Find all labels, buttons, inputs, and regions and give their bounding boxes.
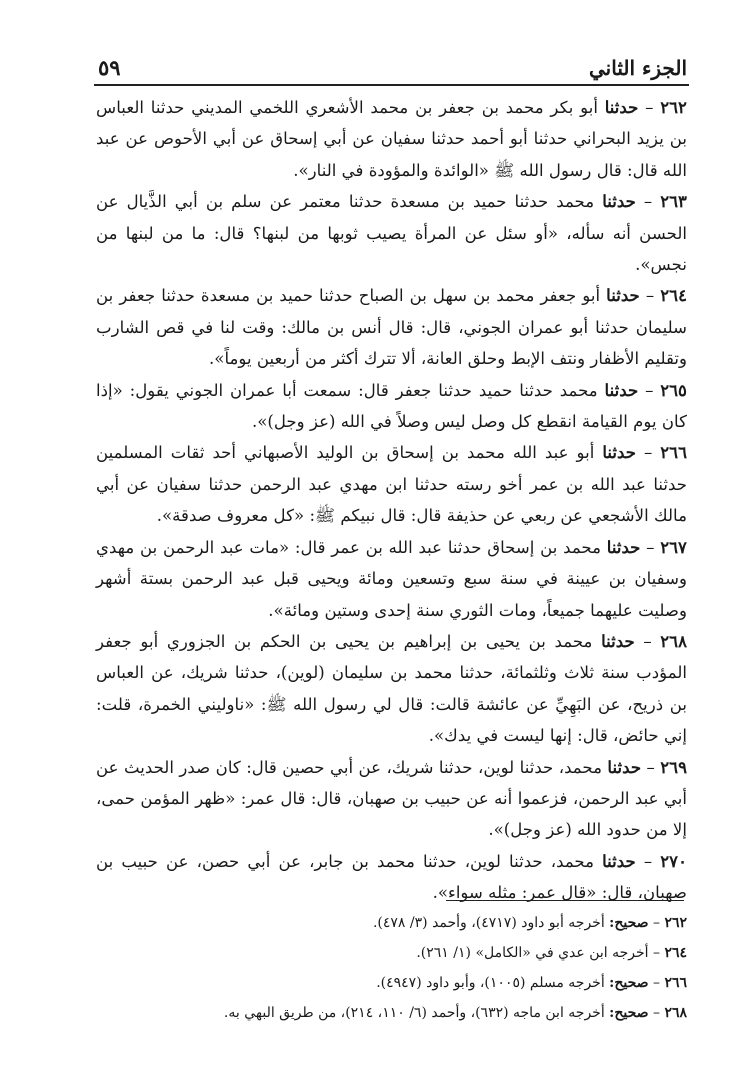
hadith-lead: حدثنا <box>602 191 636 212</box>
hadith-text: محمد بن يحيى بن إبراهيم بن يحيى بن الحكم بن الجزوري أبو جعفر المؤدب سنة ثلاث وثلثمائة، حدثنا محمد بن سليمان (لوين)، حدثنا شريك، عن العباس بن ذريح، عن البَهِيِّ عن عائشة قالت: قال لي رسول الله ﷺ: «ناوليني الخمرة، قلت: إني حائض، قال: إنها ليست في يدك». <box>96 631 687 746</box>
hadith-number: ٢٦٨ <box>660 630 687 651</box>
hadith-269 <box>96 752 687 846</box>
separator: – <box>648 945 665 961</box>
running-title: الجزء الثاني <box>589 56 687 80</box>
footnote-grade: صحيح: <box>609 1005 649 1021</box>
separator: – <box>640 537 661 557</box>
footnote-number: ٢٦٢ <box>664 915 687 931</box>
hadith-lead: حدثنا <box>606 536 641 557</box>
hadith-lead: حدثنا <box>607 756 642 777</box>
footnote-number: ٢٦٦ <box>664 975 687 991</box>
separator: – <box>635 851 661 871</box>
hadith-268 <box>96 626 687 752</box>
hadith-lead: حدثنا <box>602 850 636 871</box>
hadith-number: ٢٦٣ <box>660 191 687 212</box>
hadith-text: محمد حدثنا حميد حدثنا جعفر قال: سمعت أبا عمران الجوني يقول: «إذا كان يوم القيامة انقطع كل وصل ليس وصلاً في الله (عز وجل)». <box>96 380 687 432</box>
footnote-264 <box>100 938 687 968</box>
page-number: ٥٩ <box>98 55 121 80</box>
footnote-text: أخرجه ابن عدي في «الكامل» (١/ ٢٦١). <box>416 945 649 961</box>
hadith-number: ٢٦٤ <box>660 285 687 306</box>
hadith-body <box>96 92 687 909</box>
hadith-text: أبو جعفر محمد بن سهل بن الصباح حدثنا حميد بن مسعدة حدثنا جعفر بن سليمان حدثنا أبو عمران الجوني، قال: قال أنس بن مالك: وقت لنا في قص الشارب وتقليم الأظفار ونتف الإبط وحلق العانة، ألا تترك أكثر من أربعين يوماً». <box>96 286 687 369</box>
header-rule <box>94 84 689 86</box>
page-header <box>98 40 687 80</box>
separator: – <box>639 286 661 306</box>
hadith-number: ٢٦٦ <box>660 442 687 463</box>
hadith-text: محمد حدثنا حميد بن مسعدة حدثنا معتمر عن سلم بن أبي الذَّيال عن الحسن أنه سأله، «أو سئل عن المرأة يصيب ثوبها من لبنها؟ قال: ما من لبنها من نجس». <box>96 192 687 275</box>
hadith-263 <box>96 186 687 280</box>
separator: – <box>635 443 661 463</box>
separator: – <box>641 757 661 777</box>
separator: – <box>638 380 661 400</box>
footnote-grade: صحيح: <box>609 915 649 931</box>
hadith-lead: حدثنا <box>606 285 640 306</box>
hadith-lead: حدثنا <box>602 442 636 463</box>
hadith-text: محمد، حدثنا لوين، حدثنا شريك، عن أبي حصين قال: كان صدر الحديث عن أبي عبد الرحمن، فزعموا أنه عن حبيب بن صهبان، قال: قال عمر: «ظهر المؤمن حمى، إلا من حدود الله (عز وجل)». <box>96 757 687 840</box>
hadith-lead: حدثنا <box>604 97 639 117</box>
footnote-text: أخرجه أبو داود (٤٧١٧)، وأحمد (٣/ ٤٧٨). <box>372 915 605 931</box>
hadith-267 <box>96 532 687 626</box>
separator: – <box>635 192 661 212</box>
footnote-text: أخرجه مسلم (١٠٠٥)، وأبو داود (٤٩٤٧). <box>376 975 605 991</box>
footnotes <box>100 908 687 1028</box>
footnote-number: ٢٦٤ <box>664 945 687 961</box>
footnote-262 <box>100 908 687 938</box>
hadith-number: ٢٦٩ <box>660 756 687 777</box>
footnote-rule <box>446 900 684 901</box>
separator: – <box>648 915 665 931</box>
hadith-262 <box>96 92 687 186</box>
footnote-266 <box>100 968 687 998</box>
hadith-264 <box>96 280 687 374</box>
hadith-number: ٢٦٧ <box>660 536 687 557</box>
footnote-268 <box>100 998 687 1028</box>
hadith-text: محمد، حدثنا لوين، حدثنا محمد بن جابر، عن أبي حصن، عن حبيب بن صهبان، قال: «قال عمر: مثله سواء». <box>96 851 687 903</box>
footnote-number: ٢٦٨ <box>664 1005 687 1021</box>
hadith-number: ٢٦٢ <box>660 97 687 117</box>
hadith-text: أبو عبد الله محمد بن إسحاق بن الوليد الأصبهاني أحد ثقات المسلمين حدثنا عبد الله بن عمر أخو رسته حدثنا ابن مهدي عبد الرحمن حدثنا سفيان عن أبي مالك الأشجعي عن ربعي عن حذيفة قال: قال نبيكم ﷺ: «كل معروف صدقة». <box>96 443 687 526</box>
hadith-265 <box>96 375 687 438</box>
separator: – <box>634 631 661 651</box>
footnote-text: أخرجه ابن ماجه (٦٣٢)، وأحمد (٦/ ١١٠، ٢١٤)، من طريق البهي به. <box>223 1005 605 1021</box>
separator: – <box>648 975 665 991</box>
hadith-text: أبو بكر محمد بن جعفر بن محمد الأشعري اللخمي المديني حدثنا العباس بن يزيد البحراني حدثنا أبو أحمد حدثنا سفيان عن أبي إسحاق عن أبي الأحوص عن عبد الله قال: قال رسول الله ﷺ «الوائدة والمؤودة في النار». <box>96 98 687 180</box>
hadith-lead: حدثنا <box>601 630 635 651</box>
footnote-grade: صحيح: <box>609 975 649 991</box>
hadith-lead: حدثنا <box>604 379 639 400</box>
hadith-number: ٢٧٠ <box>660 850 687 871</box>
separator: – <box>638 98 661 117</box>
hadith-number: ٢٦٥ <box>660 379 687 400</box>
hadith-text: محمد بن إسحاق حدثنا عبد الله بن عمر قال: «مات عبد الرحمن بن مهدي وسفيان بن عيينة في سنة سبع وتسعين ومائة ويحيى قبل عبد الرحمن بستة أشهر وصليت عليهما جميعاً، ومات الثوري سنة إحدى وستين ومائة». <box>96 537 687 620</box>
hadith-266 <box>96 437 687 531</box>
separator: – <box>648 1005 665 1021</box>
